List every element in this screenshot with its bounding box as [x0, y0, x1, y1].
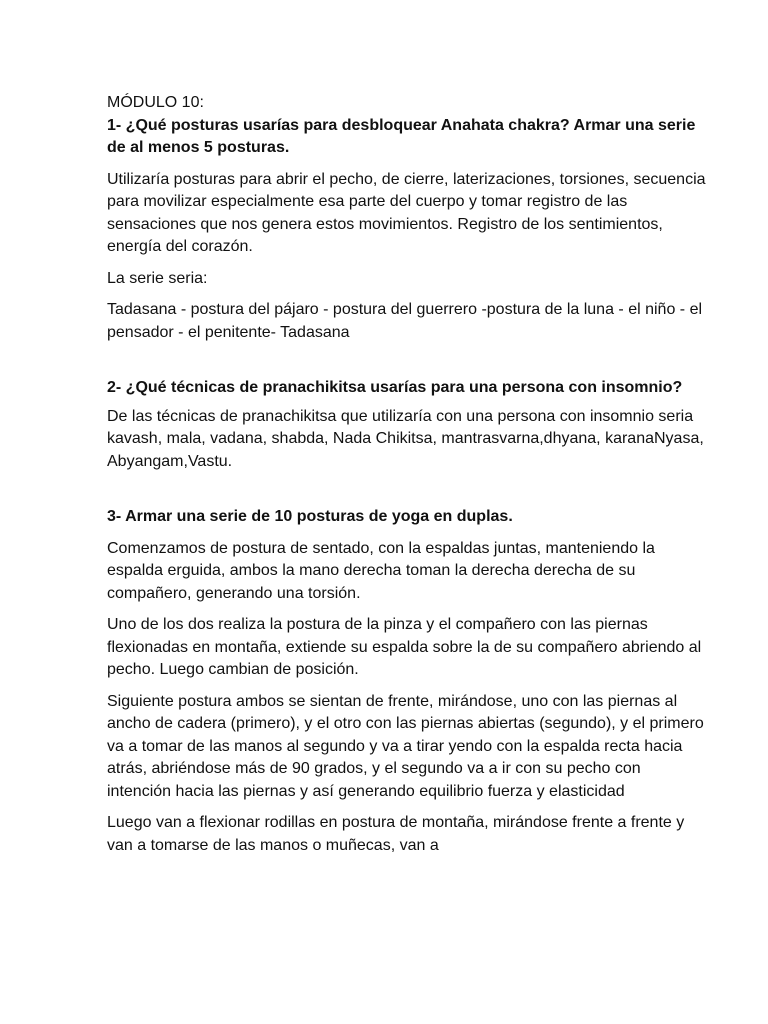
answer-2-paragraph-1: De las técnicas de pranachikitsa que utilizaría con una persona con insomnio seria kavash, mala, vadana, shabda, Nada Chikitsa, mantrasvarna,dhyana, karanaNyasa, Abyangam,Vastu.	[107, 407, 704, 470]
question-2: 2- ¿Qué técnicas de pranachikitsa usarías para una persona con insomnio?	[107, 379, 683, 396]
question-1: 1- ¿Qué posturas usarías para desbloquear Anahata chakra? Armar una serie de al menos 5 posturas.	[107, 116, 696, 156]
answer-3-paragraph-2: Uno de los dos realiza la postura de la pinza y el compañero con las piernas flexionadas en montaña, extiende su espalda sobre la de su compañero abriendo al pecho. Luego cambian de posición.	[107, 616, 702, 678]
document-body	[107, 92, 707, 857]
answer-3-paragraph-3: Siguiente postura ambos se sientan de frente, mirándose, uno con las piernas al ancho de cadera (primero), y el otro con las piernas abiertas (segundo), y el primero va a tomar de las manos al segundo y va a tirar yendo con la espalda recta hacia atrás, abriéndose más de 90 grados, y el segundo va a ir con su pecho con intención hacia las piernas y así generando equilibrio fuerza y elasticidad	[107, 692, 704, 800]
answer-1-paragraph-2: La serie seria:	[107, 269, 208, 287]
module-title: MÓDULO 10:	[107, 94, 204, 111]
answer-3-paragraph-4: Luego van a flexionar rodillas en postura de montaña, mirándose frente a frente y van a tomarse de las manos o muñecas, van a	[107, 814, 685, 854]
answer-1-paragraph-3: Tadasana - postura del pájaro - postura del guerrero -postura de la luna - el niño - el pensador - el penitente- Tadasana	[107, 301, 703, 341]
answer-1-paragraph-1: Utilizaría posturas para abrir el pecho, de cierre, laterizaciones, torsiones, secuencia para movilizar especialmente esa parte del cuerpo y tomar registro de las sensaciones que nos genera estos movimientos. Registro de los sentimientos, energía del corazón.	[107, 170, 706, 255]
question-3: 3- Armar una serie de 10 posturas de yoga en duplas.	[107, 508, 513, 525]
answer-3-paragraph-1: Comenzamos de postura de sentado, con la espaldas juntas, manteniendo la espalda erguida, ambos la mano derecha toman la derecha derecha de su compañero, generando una torsión.	[107, 539, 655, 602]
